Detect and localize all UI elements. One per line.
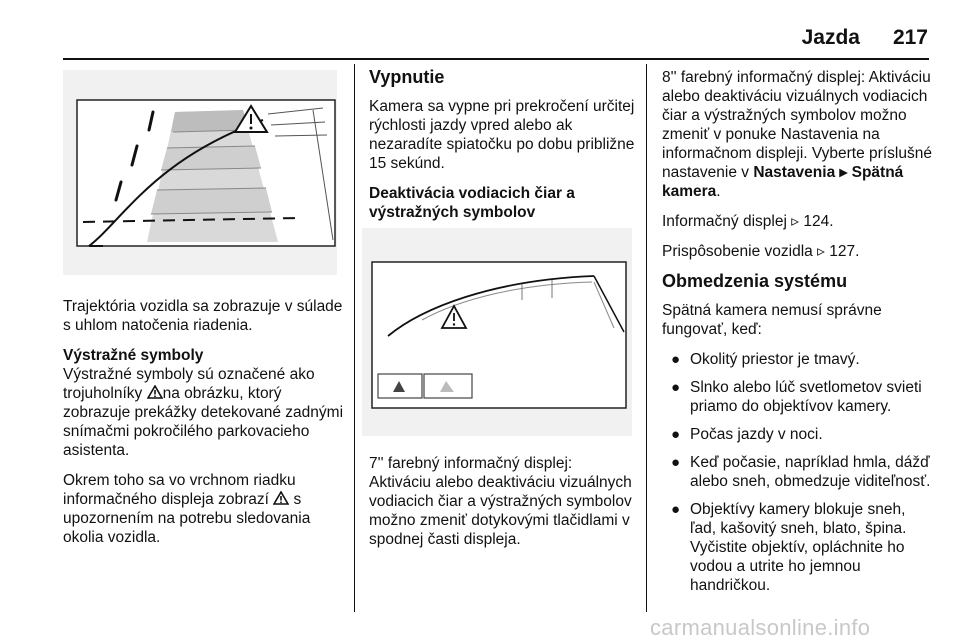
watermark: carmanualsonline.info [650, 615, 871, 640]
chapter-title: Jazda [801, 26, 860, 49]
column-2 [369, 68, 635, 222]
upper-text-part2: s upozornením na potrebu sledovania okolia vozidla. [63, 491, 311, 546]
ref2-text: Prispôsobenie vozidla [662, 243, 813, 260]
section-title-vypnutie: Vypnutie [369, 67, 445, 87]
menu-path-rear-camera: Spätná kamera [662, 164, 904, 200]
page-ref-arrow-icon: ▹ [791, 213, 800, 230]
section-title-limits: Obmedzenia systému [662, 271, 848, 291]
warning-triangle-icon [273, 491, 289, 505]
vypnutie-paragraph: Kamera sa vypne pri prekročení určitej rýchlosti jazdy vpred alebo ak nezaradíte spiatočku po dobu približne 15 sekúnd. [369, 98, 635, 172]
reference-vehicle-personalization [662, 242, 932, 261]
bullet-icon: ● [671, 454, 681, 471]
display-8-text: 8'' farebný informačný displej: Aktiváciu alebo deaktiváciu vizuálnych vodiacich čiar a výstražných symbolov možno zmeniť v ponuke Nastavenia na informačnom displeji. Vyberte príslušné nastavenie v [662, 69, 932, 181]
column-2-lower [369, 454, 637, 560]
column-1 [63, 297, 345, 558]
menu-arrow-icon: ▸ [839, 164, 848, 181]
warning-symbols-heading: Výstražné symboly [63, 347, 204, 364]
list-item: ● Počas jazdy v noci. [671, 426, 823, 443]
menu-path-settings: Nastavenia [753, 164, 836, 181]
deactivation-heading: Deaktivácia vodiacich čiar a výstražných symbolov [369, 185, 575, 221]
ref2-page: 127. [829, 243, 860, 260]
display-7-paragraph: 7'' farebný informačný displej: Aktiváciu alebo deaktiváciu vizuálnych vodiacich čiar a výstražných symbolov možno zmeniť dotykovými tlačidlami v spodnej časti displeja. [369, 455, 632, 548]
display-buttons-figure [362, 228, 632, 436]
bullet-icon: ● [671, 501, 681, 518]
rear-camera-guidelines-figure [63, 70, 337, 275]
list-item: ● Objektívy kamery blokuje sneh, ľad, kašovitý sneh, blato, špina. Vyčistite objektív, opláchnite ho vodou a utrite ho jemnou handričkou. [671, 501, 907, 594]
column-divider-1 [354, 64, 355, 612]
limits-intro: Spätná kamera nemusí správne fungovať, keď: [662, 302, 882, 338]
menu-path-period: . [716, 183, 721, 200]
figure-caption: Trajektória vozidla sa zobrazuje v súlade s uhlom natočenia riadenia. [63, 298, 343, 334]
reference-info-display [662, 212, 932, 231]
warning-text-part1: Výstražné symboly sú označené ako trojuholníky [63, 366, 315, 402]
bullet-icon: ● [671, 379, 681, 396]
warning-symbols-paragraph [63, 365, 345, 460]
list-item: ● Okolitý priestor je tmavý. [671, 351, 860, 368]
page-ref-arrow-icon: ▹ [817, 243, 825, 260]
column-divider-2 [646, 64, 647, 612]
upper-line-paragraph [63, 471, 345, 547]
bullet-icon: ● [671, 351, 681, 368]
warning-triangle-icon [147, 385, 163, 399]
display-8-paragraph [662, 68, 932, 201]
bullet-icon: ● [671, 426, 681, 443]
upper-text-part1: Okrem toho sa vo vrchnom riadku informačného displeja zobrazí [63, 472, 296, 508]
ref1-text: Informačný displej [662, 213, 787, 230]
header-rule [63, 58, 929, 60]
list-item: ● Keď počasie, napríklad hmla, dážď alebo sneh, obmedzuje viditeľnosť. [671, 454, 931, 490]
list-item: ● Slnko alebo lúč svetlometov svieti priamo do objektívov kamery. [671, 379, 922, 415]
page-number: 217 [892, 26, 928, 49]
warning-text-part2: na obrázku, ktorý zobrazuje prekážky detekované zadnými snímačmi pokročilého parkovacieho asistenta. [63, 385, 344, 459]
ref1-page: 124. [803, 213, 834, 230]
limits-list [662, 350, 932, 595]
column-3 [662, 68, 932, 604]
